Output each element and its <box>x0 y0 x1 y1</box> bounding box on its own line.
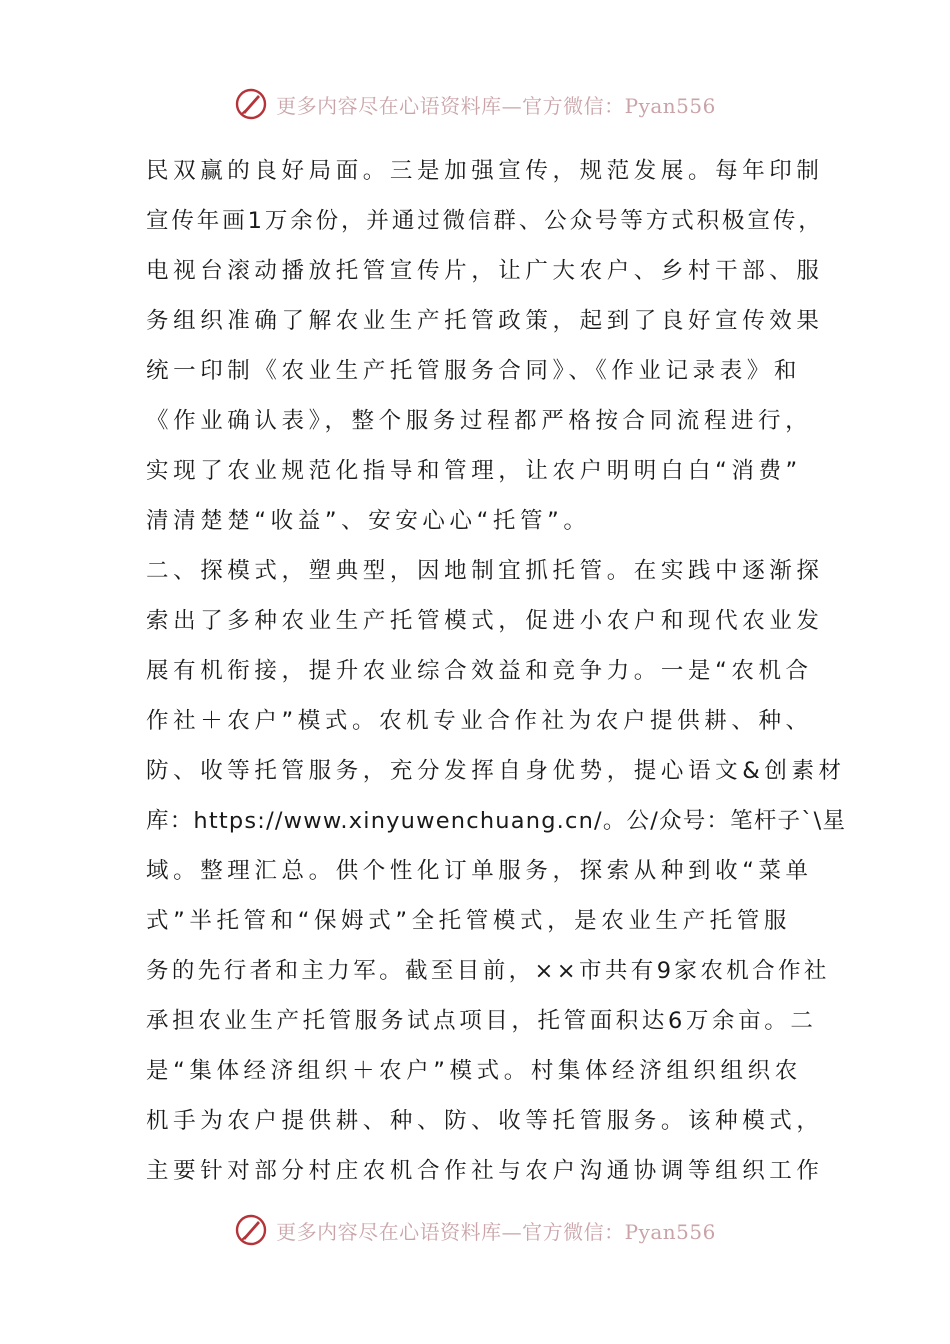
body-line: 宣传年画1万余份，并通过微信群、公众号等方式积极宣传， <box>146 208 824 234</box>
body-line: 展有机衔接，提升农业综合效益和竞争力。一是“农机合 <box>146 658 813 684</box>
body-line: 承担农业生产托管服务试点项目，托管面积达6万余亩。二 <box>146 1008 817 1034</box>
body-line: 索出了多种农业生产托管模式，促进小农户和现代农业发 <box>146 608 824 634</box>
footer-banner <box>0 1208 950 1252</box>
quill-pen-icon <box>234 1213 268 1247</box>
footer-banner-text: 更多内容尽在心语资料库—官方微信：Pyan556 <box>276 1219 716 1244</box>
body-line: 主要针对部分村庄农机合作社与农户沟通协调等组织工作 <box>146 1158 824 1184</box>
header-banner-text: 更多内容尽在心语资料库—官方微信：Pyan556 <box>276 93 716 118</box>
body-line: 二、探模式，塑典型，因地制宜抓托管。在实践中逐渐探 <box>146 558 824 584</box>
body-line: 机手为农户提供耕、种、防、收等托管服务。该种模式， <box>146 1108 824 1134</box>
body-line: 式”半托管和“保姆式”全托管模式，是农业生产托管服 <box>146 908 791 934</box>
body-line: 电视台滚动播放托管宣传片，让广大农户、乡村干部、服 <box>146 258 824 284</box>
body-line: 实现了农业规范化指导和管理，让农户明明白白“消费” <box>146 458 802 484</box>
body-line: 域。整理汇总。供个性化订单服务，探索从种到收“菜单 <box>146 858 813 884</box>
body-line: 作社＋农户”模式。农机专业合作社为农户提供耕、种、 <box>146 708 813 734</box>
body-line: 防、收等托管服务，充分发挥自身优势，提心语文&创素材 <box>146 758 846 784</box>
quill-pen-icon <box>234 87 268 121</box>
body-line: 民双赢的良好局面。三是加强宣传，规范发展。每年印制 <box>146 158 824 184</box>
body-line: 《作业确认表》，整个服务过程都严格按合同流程进行， <box>146 408 813 434</box>
body-line: 是“集体经济组织＋农户”模式。村集体经济组织组织农 <box>146 1058 802 1084</box>
body-line: 务的先行者和主力军。截至目前，××市共有9家农机合作社 <box>146 958 830 984</box>
body-line: 库：https://www.xinyuwenchuang.cn/。公/众号：笔杆子`\星 <box>146 808 847 834</box>
header-banner <box>0 82 950 126</box>
body-line: 清清楚楚“收益”、安安心心“托管”。 <box>146 508 591 534</box>
document-body <box>146 146 847 1196</box>
body-line: 务组织准确了解农业生产托管政策，起到了良好宣传效果 <box>146 308 824 334</box>
body-line: 统一印制《农业生产托管服务合同》、《作业记录表》和 <box>146 358 802 384</box>
